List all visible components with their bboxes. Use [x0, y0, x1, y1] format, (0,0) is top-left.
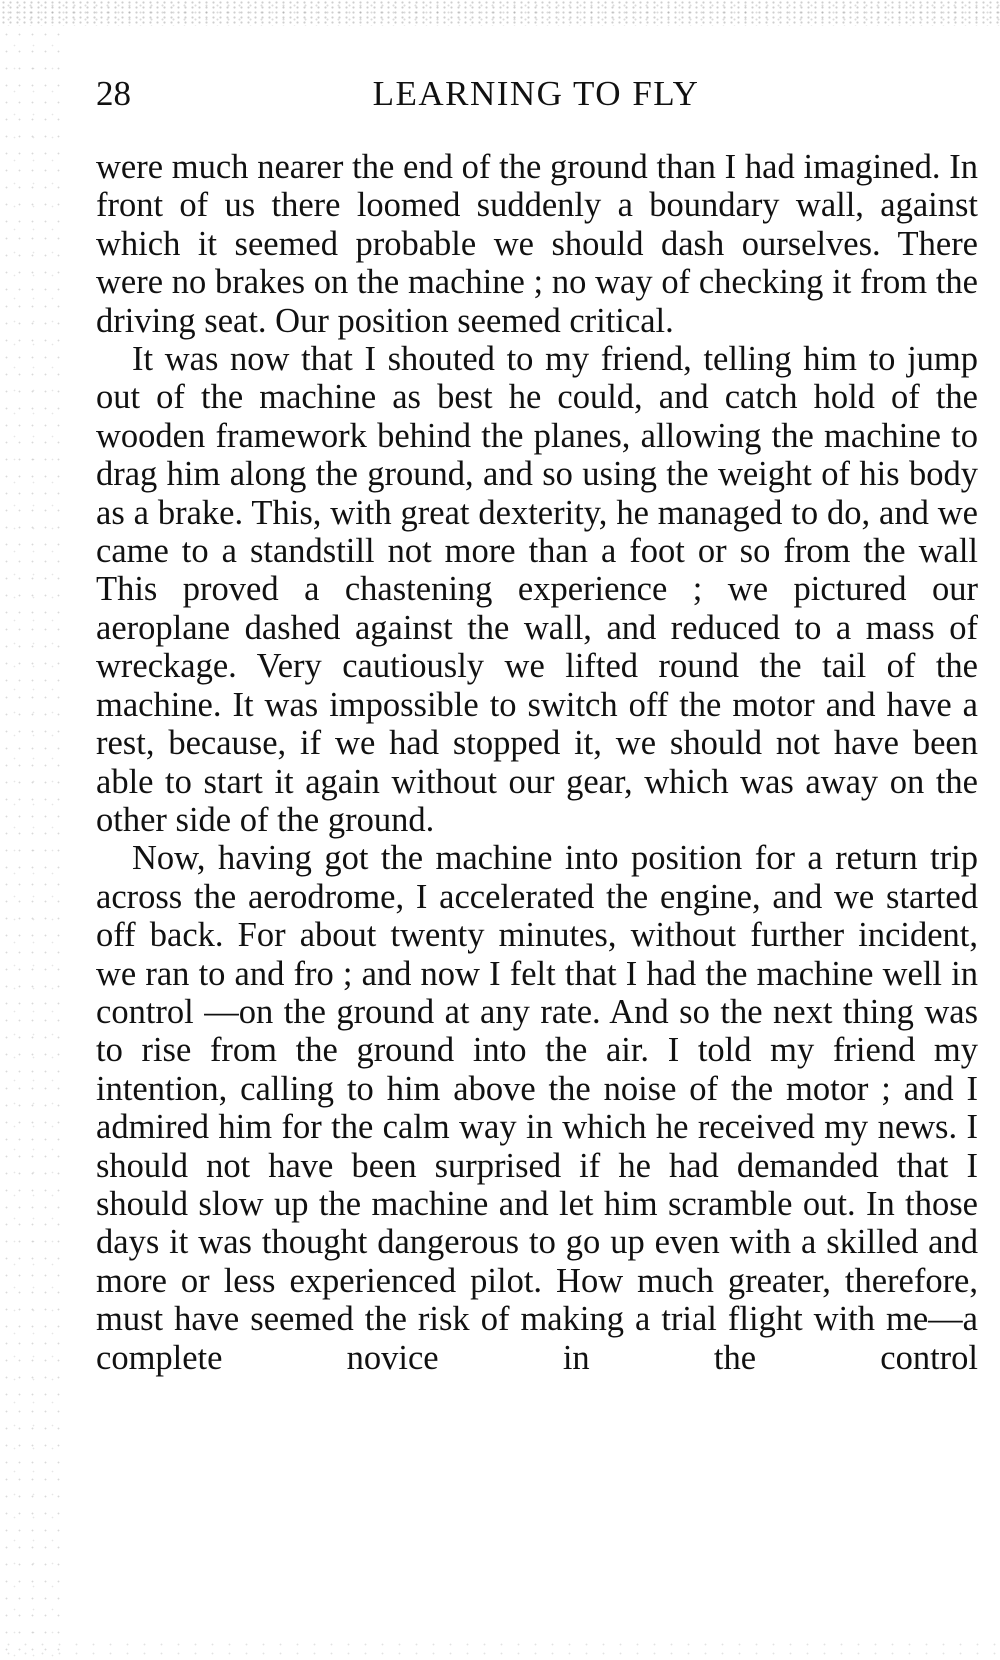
page-number: 28 [96, 74, 131, 113]
body-text [96, 148, 978, 1377]
paragraph-1: were much nearer the end of the ground than I had imagined. In front of us there loomed suddenly a boundary wall, against which it seemed probable we should dash ourselves. There were no brakes on the machine ; no way of checking it from the driving seat. Our position seemed critical. [96, 148, 978, 340]
running-title: LEARNING TO FLY [372, 74, 700, 113]
paragraph-2: It was now that I shouted to my friend, telling him to jump out of the machine as best he could, and catch hold of the wooden framework behind the planes, allowing the machine to drag him along the ground, and so using the weight of his body as a brake. This, with great dexterity, he managed to do, and we came to a standstill not more than a foot or so from the wall This proved a chastening experience ; we pictured our aeroplane dashed against the wall, and reduced to a mass of wreckage. Very cautiously we lifted round the tail of the machine. It was impossible to switch off the motor and have a rest, because, if we had stopped it, we should not have been able to start it again without our gear, which was away on the other side of the ground. [96, 340, 978, 839]
running-head [96, 70, 976, 118]
scan-noise-bottom [0, 1640, 1000, 1660]
scan-noise-top [0, 0, 1000, 26]
scan-noise-left [0, 26, 70, 1660]
paragraph-3: Now, having got the machine into position for a return trip across the aerodrome, I accelerated the engine, and we started off back. For about twenty minutes, without further incident, we ran to and fro ; and now I felt that I had the machine well in control —on the ground at any rate. And so the next thing was to rise from the ground into the air. I told my friend my intention, calling to him above the noise of the motor ; and I admired him for the calm way in which he received my news. I should not have been surprised if he had demanded that I should slow up the machine and let him scramble out. In those days it was thought dangerous to go up even with a skilled and more or less experienced pilot. How much greater, therefore, must have seemed the risk of making a trial flight with me—a complete novice in the control [96, 839, 978, 1377]
